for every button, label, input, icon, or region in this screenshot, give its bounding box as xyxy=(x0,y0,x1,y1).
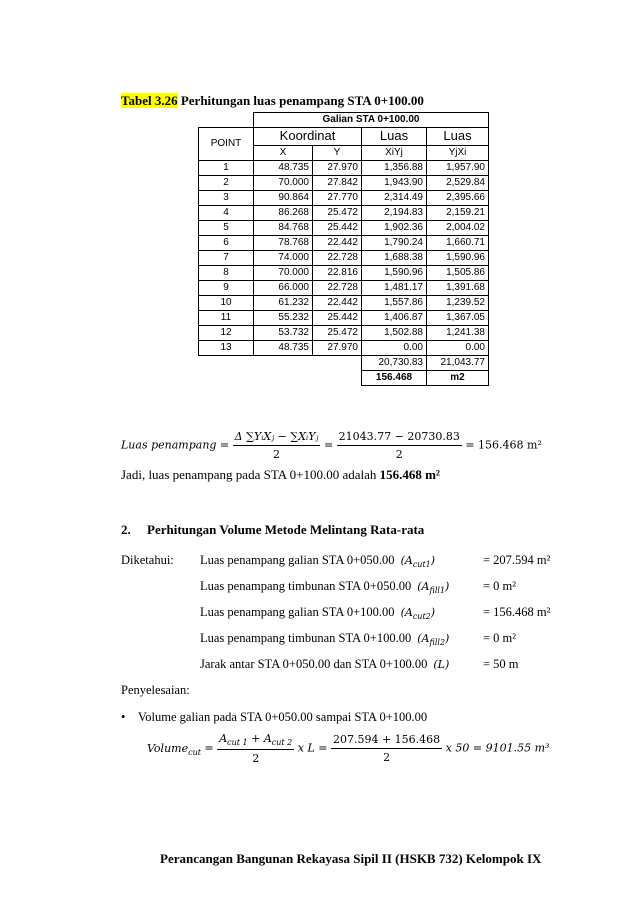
diketahui-text: Luas penampang galian STA 0+050.00 xyxy=(200,553,395,567)
x-header: X xyxy=(254,145,313,160)
cell-yjxi: 2,395.66 xyxy=(427,191,489,206)
diketahui-symbol: $(A_{cut1})$ xyxy=(400,554,436,570)
area-unit: m2 xyxy=(427,371,489,386)
cell-y: 22.442 xyxy=(313,296,362,311)
volume-result: x 50 = 9101.55 m³ xyxy=(445,741,550,755)
cell-yjxi: 1,505.86 xyxy=(427,266,489,281)
table-row xyxy=(199,176,489,191)
page-footer: Perancangan Bangunan Rekayasa Sipil II (HSKB 732) Kelompok IX xyxy=(160,851,542,866)
diketahui-symbol: (L) xyxy=(433,658,450,671)
diketahui-value: = 156.468 m² xyxy=(483,605,551,619)
table-row xyxy=(199,236,489,251)
diketahui-item xyxy=(200,579,530,595)
conclusion-text: Jadi, luas penampang pada STA 0+100.00 adalah xyxy=(121,467,380,482)
table-title: Galian STA 0+100.00 xyxy=(254,113,489,128)
cell-y: 25.442 xyxy=(313,311,362,326)
cell-xiyj: 1,406.87 xyxy=(362,311,427,326)
cell-point: 2 xyxy=(199,176,254,191)
table-row xyxy=(199,206,489,221)
diketahui-text: Luas penampang galian STA 0+100.00 xyxy=(200,605,395,619)
cell-x: 61.232 xyxy=(254,296,313,311)
diketahui-symbol: $(A_{fill1})$ xyxy=(417,580,450,596)
cell-yjxi: 1,957.90 xyxy=(427,161,489,176)
cell-x: 48.735 xyxy=(254,161,313,176)
cell-point: 10 xyxy=(199,296,254,311)
diketahui-value: = 0 m² xyxy=(483,579,517,593)
cell-yjxi: 0.00 xyxy=(427,341,489,356)
cell-xiyj: 1,790.24 xyxy=(362,236,427,251)
section-2-heading xyxy=(121,522,424,538)
cell-point: 13 xyxy=(199,341,254,356)
conclusion-value: 156.468 m² xyxy=(379,467,440,482)
table-row xyxy=(199,281,489,296)
diketahui-item xyxy=(200,605,551,622)
koordinat-header: Koordinat xyxy=(254,128,362,146)
table-row xyxy=(199,311,489,326)
diketahui-text: Luas penampang timbunan STA 0+100.00 xyxy=(200,631,412,645)
cell-point: 4 xyxy=(199,206,254,221)
table-row xyxy=(199,266,489,281)
sum-yjxi: 21,043.77 xyxy=(427,356,489,371)
cell-y: 22.728 xyxy=(313,281,362,296)
cell-yjxi: 1,241.38 xyxy=(427,326,489,341)
penyelesaian-label: Penyelesaian: xyxy=(121,683,190,697)
cell-xiyj: 1,557.86 xyxy=(362,296,427,311)
cell-y: 25.472 xyxy=(313,206,362,221)
luas-header-2: Luas xyxy=(427,128,489,146)
cell-yjxi: 2,159.21 xyxy=(427,206,489,221)
diketahui-value: = 0 m² xyxy=(483,631,517,645)
table-row xyxy=(199,296,489,311)
cell-yjxi: 1,239.52 xyxy=(427,296,489,311)
bullet-item xyxy=(121,710,427,725)
cell-x: 70.000 xyxy=(254,266,313,281)
cell-yjxi: 1,660.71 xyxy=(427,236,489,251)
luas-header-1: Luas xyxy=(362,128,427,146)
yjxi-header: YjXi xyxy=(427,145,489,160)
area-table xyxy=(198,112,489,386)
section-title: Perhitungan Volume Metode Melintang Rata-rata xyxy=(147,522,425,537)
section-number: 2. xyxy=(121,522,131,537)
cell-xiyj: 1,590.96 xyxy=(362,266,427,281)
y-header: Y xyxy=(313,145,362,160)
formula-num-1: Δ ∑YᵢXⱼ − ∑XᵢYⱼ xyxy=(233,430,321,446)
formula-den-1: 2 xyxy=(273,448,281,461)
cell-x: 78.768 xyxy=(254,236,313,251)
table-row xyxy=(199,326,489,341)
cell-x: 84.768 xyxy=(254,221,313,236)
table-caption xyxy=(121,93,424,109)
volume-formula: Volume$_{cut}$ = $\frac{A_{cut 1} + A_{cut 2}}{2}$ x L = $\frac{207.594 + 156.468}{2}$ x 50 = 9101.55 m³ xyxy=(147,732,550,766)
cell-point: 6 xyxy=(199,236,254,251)
formula-fraction-1 xyxy=(233,430,321,461)
caption-text: Perhitungan luas penampang STA 0+100.00 xyxy=(177,93,424,108)
formula-den-2: 2 xyxy=(395,448,403,461)
cell-xiyj: 1,688.38 xyxy=(362,251,427,266)
cell-y: 22.728 xyxy=(313,251,362,266)
cell-x: 66.000 xyxy=(254,281,313,296)
cell-x: 55.232 xyxy=(254,311,313,326)
cell-x: 74.000 xyxy=(254,251,313,266)
volume-lhs: Volume$_{cut}$ xyxy=(147,741,201,757)
cell-point: 7 xyxy=(199,251,254,266)
cell-point: 5 xyxy=(199,221,254,236)
cell-xiyj: 1,902.36 xyxy=(362,221,427,236)
diketahui-item xyxy=(200,553,551,570)
cell-yjxi: 1,590.96 xyxy=(427,251,489,266)
cell-xiyj: 1,481.17 xyxy=(362,281,427,296)
cell-xiyj: 1,502.88 xyxy=(362,326,427,341)
cell-y: 25.442 xyxy=(313,221,362,236)
cell-yjxi: 1,367.05 xyxy=(427,311,489,326)
cell-point: 9 xyxy=(199,281,254,296)
cell-point: 1 xyxy=(199,161,254,176)
cell-xiyj: 0.00 xyxy=(362,341,427,356)
cell-y: 27.970 xyxy=(313,161,362,176)
table-row xyxy=(199,221,489,236)
table-row xyxy=(199,251,489,266)
diketahui-text: Luas penampang timbunan STA 0+050.00 xyxy=(200,579,412,593)
cell-y: 27.970 xyxy=(313,341,362,356)
cell-point: 8 xyxy=(199,266,254,281)
cell-yjxi: 2,529.84 xyxy=(427,176,489,191)
sum-xiyj: 20,730.83 xyxy=(362,356,427,371)
cell-xiyj: 2,314.49 xyxy=(362,191,427,206)
diketahui-value: = 207.594 m² xyxy=(483,553,551,567)
cell-x: 48.735 xyxy=(254,341,313,356)
cell-point: 3 xyxy=(199,191,254,206)
cell-y: 22.442 xyxy=(313,236,362,251)
diketahui-value: = 50 m xyxy=(483,657,519,671)
diketahui-item xyxy=(200,631,530,647)
cell-y: 27.770 xyxy=(313,191,362,206)
xiyj-header: XiYj xyxy=(362,145,427,160)
bullet-icon: • xyxy=(121,710,126,724)
formula-result: = 156.468 m² xyxy=(465,438,542,452)
cell-y: 22.816 xyxy=(313,266,362,281)
table-row xyxy=(199,161,489,176)
cell-point: 11 xyxy=(199,311,254,326)
area-formula: Luas penampang = $\frac{\text{Δ ∑YᵢXⱼ − ∑XᵢYⱼ}}{2}$ = $\frac{21043.77 - 20730.83}{2}$ = 156.468 m² xyxy=(121,430,542,461)
conclusion xyxy=(121,467,440,483)
cell-y: 25.472 xyxy=(313,326,362,341)
cell-x: 86.268 xyxy=(254,206,313,221)
formula-fraction-2 xyxy=(337,430,462,461)
volume-mid: x L = xyxy=(297,741,328,755)
cell-y: 27.842 xyxy=(313,176,362,191)
diketahui-symbol: $(A_{cut2})$ xyxy=(400,606,436,622)
cell-yjxi: 2,004.02 xyxy=(427,221,489,236)
bullet-text: Volume galian pada STA 0+050.00 sampai STA 0+100.00 xyxy=(137,710,428,724)
diketahui-text: Jarak antar STA 0+050.00 dan STA 0+100.00 xyxy=(200,657,428,671)
cell-xiyj: 1,943.90 xyxy=(362,176,427,191)
volume-fraction-2: $\frac{207.594 + 156.468}{2}$ xyxy=(332,733,441,765)
volume-fraction-1: $\frac{A_{cut 1} + A_{cut 2}}{2}$ xyxy=(219,732,293,766)
table-row xyxy=(199,341,489,356)
caption-label: Tabel 3.26 xyxy=(121,93,178,108)
cell-x: 90.864 xyxy=(254,191,313,206)
cell-x: 53.732 xyxy=(254,326,313,341)
area-value: 156.468 xyxy=(362,371,427,386)
table-row xyxy=(199,191,489,206)
diketahui-symbol: $(A_{fill2})$ xyxy=(417,632,450,648)
point-header: POINT xyxy=(199,128,254,161)
cell-yjxi: 1,391.68 xyxy=(427,281,489,296)
formula-num-2: 21043.77 − 20730.83 xyxy=(337,430,462,446)
formula-lhs: Luas penampang = xyxy=(121,438,230,452)
cell-x: 70.000 xyxy=(254,176,313,191)
diketahui-label: Diketahui: xyxy=(121,553,174,567)
cell-point: 12 xyxy=(199,326,254,341)
cell-xiyj: 2,194.83 xyxy=(362,206,427,221)
cell-xiyj: 1,356.88 xyxy=(362,161,427,176)
diketahui-item xyxy=(200,657,530,673)
